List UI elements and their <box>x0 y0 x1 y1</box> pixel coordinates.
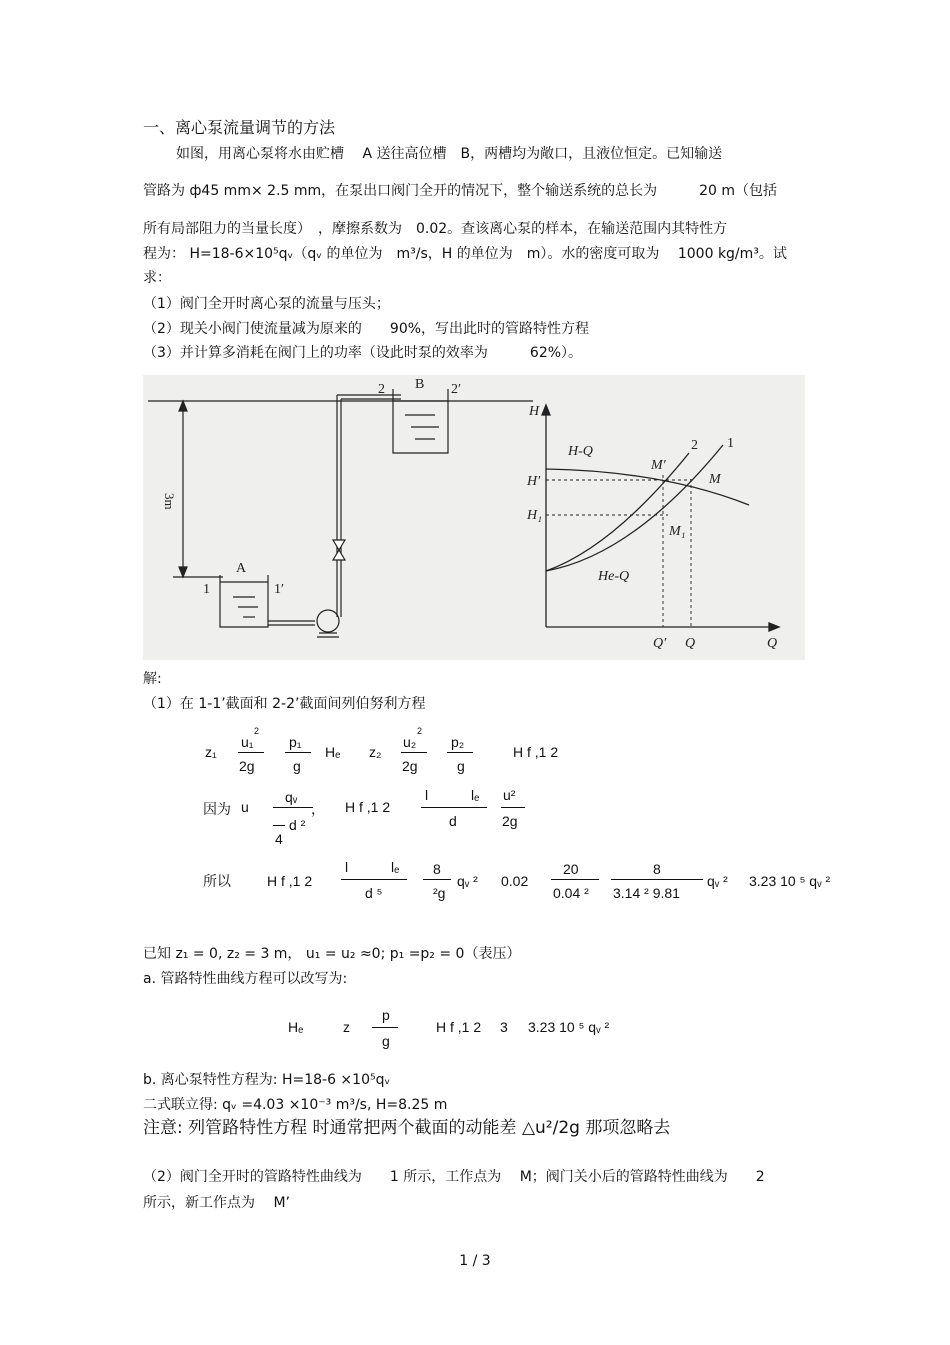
known-conditions: 已知 z₁ = 0, z₂ = 3 m， u₁ = u₂ ≈0; p₁ =p₂ = 0（表压） <box>143 946 521 962</box>
hq-curve-label: H-Q <box>568 444 593 459</box>
step-2-line-2: 所示，新工作点为 M’ <box>143 1195 290 1211</box>
intro-line-1: 如图，用离心泵将水由贮槽 A 送往高位槽 B，两槽均为敞口，且液位恒定。已知输送 <box>176 146 723 162</box>
page-number: 1 / 3 <box>459 1253 491 1269</box>
curve-2-label: 2 <box>691 438 698 453</box>
velocity-friction-equations: 因为 u qᵥ d ² 4 ， H f ,1 2 l lₑ d u² 2g <box>203 785 603 845</box>
pipeline-diagram <box>148 389 533 637</box>
friction-result-equation: 所以 H f ,1 2 l lₑ d ⁵ 8 ²g qᵥ ² 0.02 20 0.04 ² 8 3.14 ² 9.81 qᵥ ² 3.23 10 ⁵ qᵥ ² <box>203 859 831 901</box>
q-prime-label: Q′ <box>653 636 667 651</box>
intro-line-5: 求： <box>143 270 171 286</box>
h1-label: H₁ <box>527 508 542 523</box>
section-1p-label: 1′ <box>274 582 285 597</box>
step-2-line-1: （2）阀门全开时的管路特性曲线为 1 所示，工作点为 M；阀门关小后的管路特性曲线为 2 <box>143 1169 765 1185</box>
intro-line-4: 程为： H=18-6×10⁵qᵥ（qᵥ 的单位为 m³/s，H 的单位为 m）。水的密度可取为 1000 kg/m³。试 <box>143 246 787 262</box>
point-m-prime-label: M′ <box>651 458 666 473</box>
axis-h-label: H <box>529 404 540 419</box>
h-prime-label: H′ <box>527 474 541 489</box>
intro-line-2: 管路为 ф45 mm× 2.5 mm，在泵出口阀门全开的情况下，整个输送系统的总长为 20 m（包括 <box>143 183 778 199</box>
step-a-label: a. 管路特性曲线方程可以改写为: <box>143 971 348 987</box>
section-2-label: 2 <box>378 382 385 397</box>
solution-step-1: （1）在 1-1’截面和 2-2’截面间列伯努利方程 <box>143 696 426 712</box>
heq-curve-label: He-Q <box>598 569 630 584</box>
q-label: Q <box>685 636 696 651</box>
question-3: （3）并计算多消耗在阀门上的功率（设此时泵的效率为 62%）。 <box>143 345 583 361</box>
question-2: （2）现关小阀门使流量减为原来的 90%，写出此时的管路特性方程 <box>143 321 590 337</box>
intro-line-3: 所有局部阻力的当量长度） ，摩擦系数为 0.02。查该离心泵的样本，在输送范围内其特性方 <box>143 221 728 237</box>
height-label: 3m <box>162 493 177 510</box>
tank-a-label: A <box>236 561 247 576</box>
section-heading: 一、离心泵流量调节的方法 <box>143 118 336 137</box>
pipeline-characteristic-equation: Hₑ z p g H f ,1 2 3 3.23 10 ⁵ qᵥ ² <box>288 1007 610 1049</box>
combined-result: 二式联立得: qᵥ =4.03 ×10⁻³ m³/s, H=8.25 m <box>143 1097 448 1113</box>
tank-b-label: B <box>415 377 425 392</box>
section-2p-label: 2′ <box>451 382 462 397</box>
bernoulli-equation: z₁ u₁ 2 2g p₁ g Hₑ z₂ u₂ 2 2g p₂ g H f ,1 2 <box>205 726 559 774</box>
axis-q-label: Q <box>767 636 778 651</box>
point-m-label: M <box>709 472 721 487</box>
section-1-label: 1 <box>203 582 210 597</box>
point-m1-label: M₁ <box>669 524 686 539</box>
question-1: （1）阀门全开时离心泵的流量与压头； <box>143 296 390 312</box>
curve-diagram <box>542 405 779 631</box>
curve-1-label: 1 <box>727 436 734 451</box>
solution-title: 解: <box>143 671 162 687</box>
note-text: 注意: 列管路特性方程 时通常把两个截面的动能差 △u²/2g 那项忽略去 <box>143 1118 671 1138</box>
pump-system-figure <box>143 375 805 660</box>
step-b-label: b. 离心泵特性方程为: H=18-6 ×10⁵qᵥ <box>143 1072 391 1088</box>
